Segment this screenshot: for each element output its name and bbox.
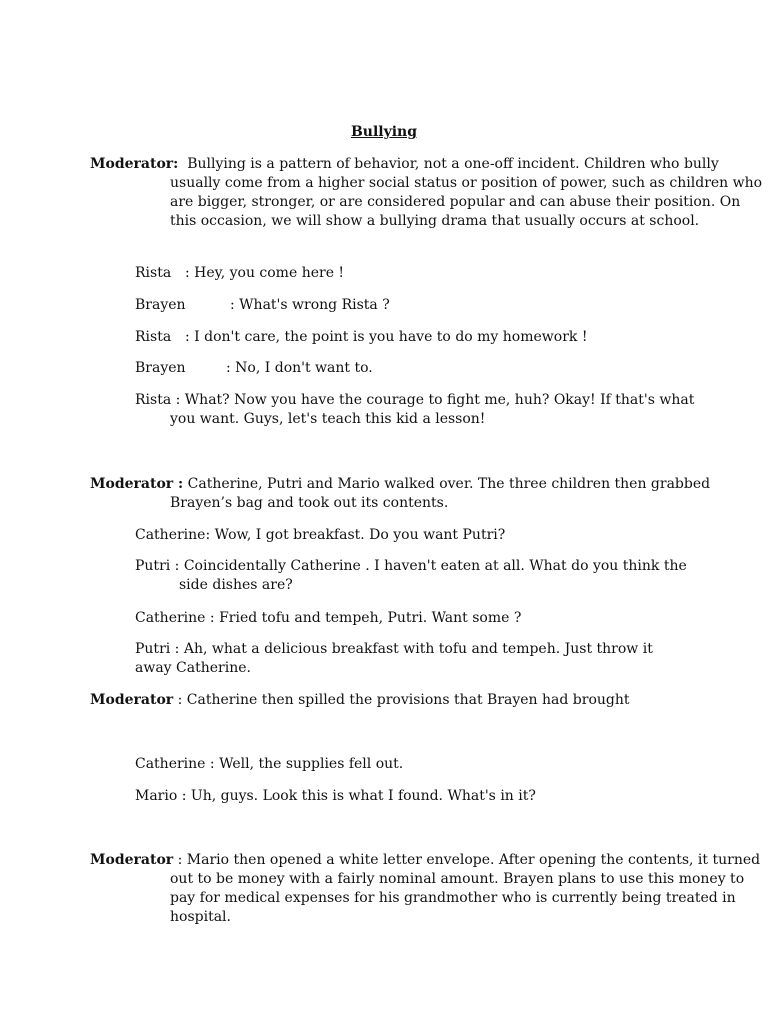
dialogue-text: : What's wrong Rista ? bbox=[230, 297, 390, 313]
dialogue-text: : Hey, you come here ! bbox=[185, 265, 345, 281]
dialogue-text: : I don't care, the point is you have to do my homework ! bbox=[185, 329, 588, 345]
dialogue-text: : No, I don't want to. bbox=[226, 360, 373, 376]
speaker-label: Rista bbox=[135, 265, 172, 281]
document-title: Bullying bbox=[350, 124, 418, 140]
dialogue-line: Putri : Coincidentally Catherine . I haven't eaten at all. What do you think the side dishes are? bbox=[135, 558, 687, 593]
speaker-label: Brayen bbox=[135, 297, 186, 313]
dialogue-line bbox=[135, 328, 665, 347]
speaker-label: Brayen bbox=[135, 360, 186, 376]
dialogue-line: Catherine: Wow, I got breakfast. Do you want Putri? bbox=[135, 527, 506, 543]
dialogue-line bbox=[135, 296, 665, 315]
dialogue-line: Putri : Ah, what a delicious breakfast with tofu and tempeh. Just throw it away Catherine. bbox=[135, 641, 653, 676]
dialogue-line bbox=[135, 359, 665, 378]
dialogue-line bbox=[135, 264, 665, 283]
dialogue-line: Catherine : Fried tofu and tempeh, Putri. Want some ? bbox=[135, 610, 522, 626]
paragraph-text: Bullying is a pattern of behavior, not a one-off incident. Children who bully usually come from a higher social status or position of power, such as children who are bigger, stronger, or are considered popular and can abuse their position. On this occasion, we will show a bullying drama that usually occurs at school. bbox=[170, 156, 763, 229]
moderator-paragraph bbox=[90, 691, 690, 710]
speaker-label: Moderator bbox=[90, 692, 174, 708]
paragraph-text: : Catherine then spilled the provisions that Brayen had brought bbox=[177, 692, 630, 708]
speaker-label: Moderator bbox=[90, 852, 174, 868]
paragraph-text: Catherine, Putri and Mario walked over. The three children then grabbed Brayen’s bag and took out its contents. bbox=[170, 476, 711, 511]
speaker-label: Moderator : bbox=[90, 476, 184, 492]
dialogue-line: Catherine : Well, the supplies fell out. bbox=[135, 756, 404, 772]
dialogue-line: Rista : What? Now you have the courage to fight me, huh? Okay! If that's what you want. Guys, let's teach this kid a lesson! bbox=[135, 392, 695, 427]
moderator-paragraph bbox=[90, 851, 768, 927]
speaker-label: Rista bbox=[135, 329, 172, 345]
moderator-paragraph-intro bbox=[90, 155, 768, 231]
speaker-label: Moderator: bbox=[90, 156, 179, 172]
dialogue-line: Mario : Uh, guys. Look this is what I found. What's in it? bbox=[135, 788, 536, 804]
paragraph-text: : Mario then opened a white letter envelope. After opening the contents, it turned out to be money with a fairly nominal amount. Brayen plans to use this money to pay for medical expenses for his grandmother who is currently being treated in hospital. bbox=[170, 852, 761, 925]
moderator-paragraph bbox=[90, 475, 768, 513]
